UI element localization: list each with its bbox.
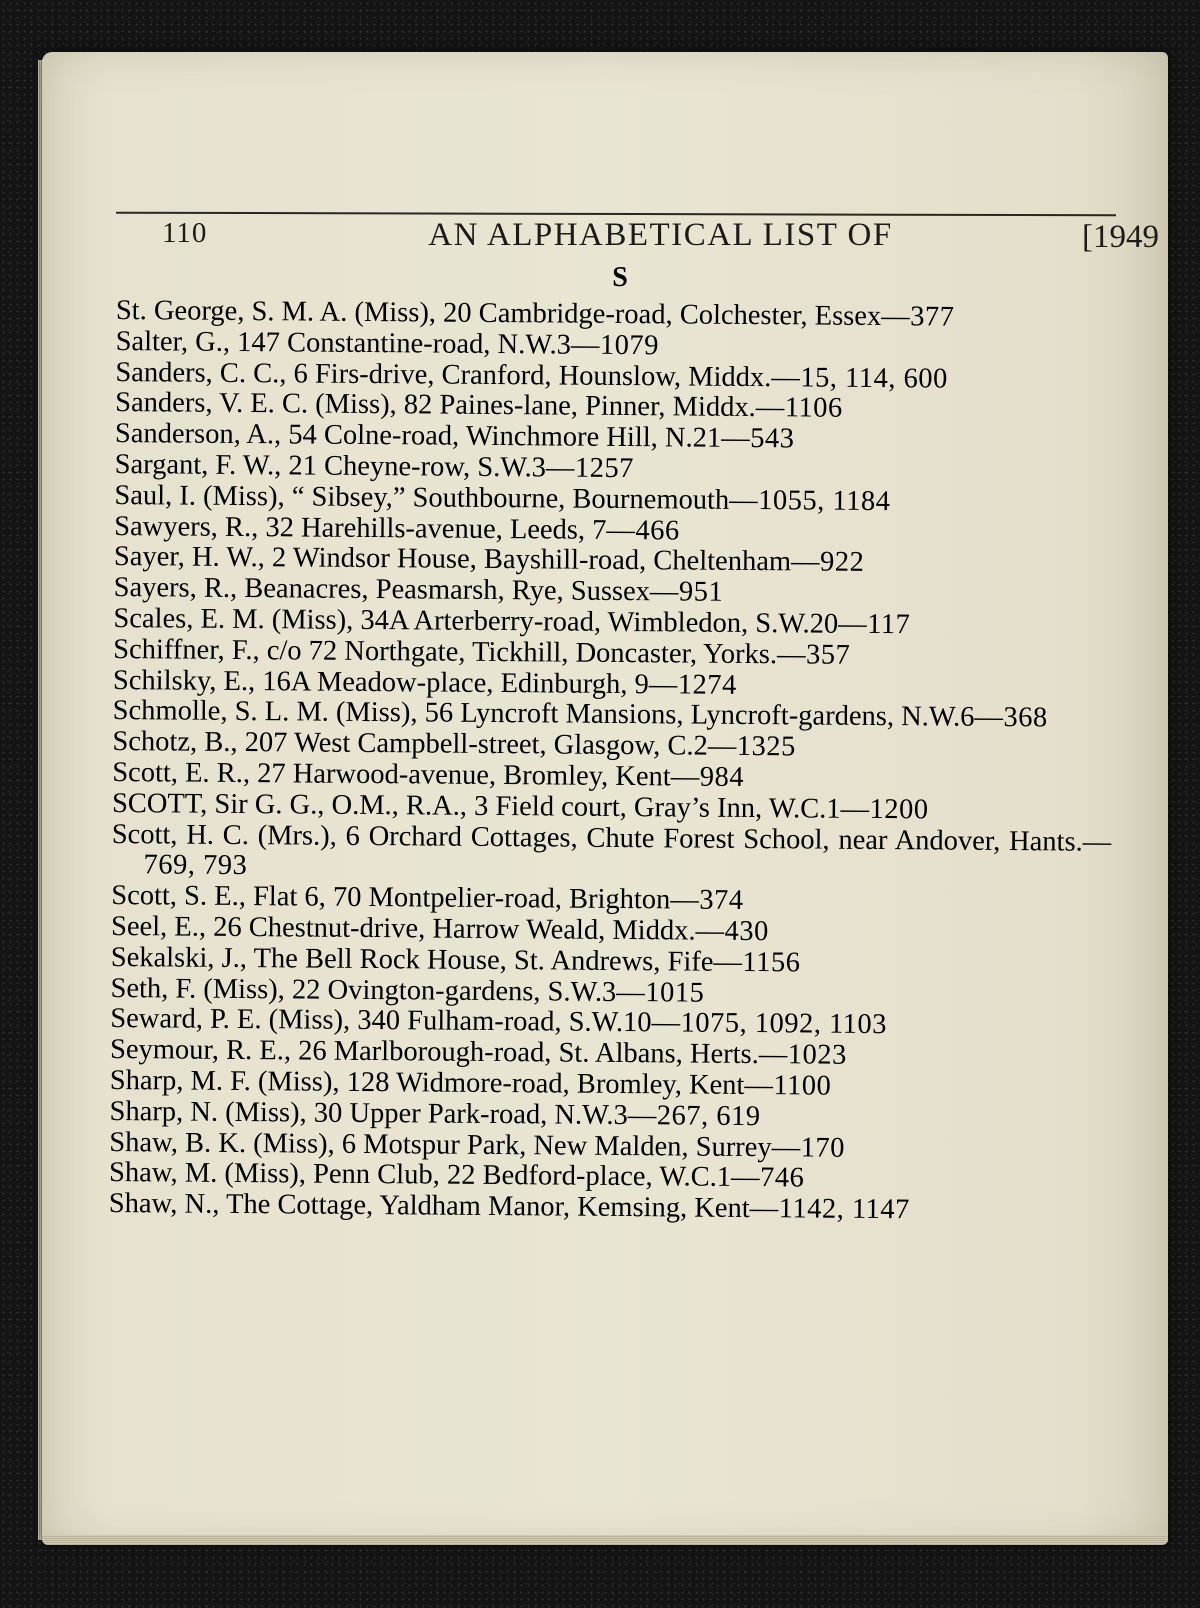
- page-number: 110: [162, 217, 208, 249]
- entry-text: Schilsky, E., 16A Meadow-place, Edinburgh, 9: [112, 664, 649, 700]
- entry-page-refs: —466: [606, 514, 680, 547]
- entry-text: Sayer, H. W., 2 Windsor House, Bayshill-road, Cheltenham: [113, 541, 792, 578]
- entry-page-refs: —769, 793: [143, 826, 1112, 882]
- entry-text: Saul, I. (Miss), “ Sibsey,” Southbourne, Bournemouth: [114, 479, 730, 516]
- entry-page-refs: —1100: [744, 1069, 832, 1102]
- entry-text: Seel, E., 26 Chestnut-drive, Harrow Weald, Middx.: [110, 910, 696, 947]
- entry-page-refs: —117: [838, 608, 911, 641]
- entry-page-refs: —1015: [616, 976, 705, 1009]
- entry-text: Seymour, R. E., 26 Marlborough-road, St. Albans, Herts.: [109, 1034, 759, 1071]
- entry-page-refs: —357: [776, 638, 851, 671]
- entry-page-refs: —1106: [755, 392, 843, 425]
- entry-text: Sanderson, A., 54 Colne-road, Winchmore Hill, N.21: [114, 418, 722, 454]
- entry-page-refs: —377: [881, 301, 955, 333]
- entry-text: Sharp, M. F. (Miss), 128 Widmore-road, Bromley, Kent: [109, 1064, 745, 1101]
- directory-entry: [111, 820, 1111, 889]
- entry-text: Sharp, N. (Miss), 30 Upper Park-road, N.W.3: [109, 1095, 628, 1131]
- entry-page-refs: —1142, 1147: [749, 1193, 910, 1226]
- entry-text: St. George, S. M. A. (Miss), 20 Cambridge-road, Colchester, Essex: [115, 295, 882, 333]
- entry-text: Scott, S. E., Flat 6, 70 Montpelier-road, Brighton: [111, 880, 671, 916]
- entry-page-refs: —1075, 1092, 1103: [651, 1007, 888, 1041]
- entry-page-refs: —15, 114, 600: [771, 361, 948, 395]
- entry-page-refs: —1156: [713, 946, 801, 979]
- entry-text: Sanders, V. E. C. (Miss), 82 Paines-lane, Pinner, Middx.: [115, 387, 756, 424]
- entry-page-refs: —1257: [545, 452, 635, 485]
- entry-list: [109, 296, 1116, 1228]
- entry-text: Scott, E. R., 27 Harwood-avenue, Bromley, Kent: [112, 756, 671, 793]
- entry-page-refs: —1055, 1184: [729, 484, 891, 517]
- entry-text: Shaw, M. (Miss), Penn Club, 22 Bedford-place, W.C.1: [108, 1157, 732, 1194]
- entry-page-refs: —430: [695, 915, 769, 948]
- entry-page-refs: —1274: [648, 668, 737, 701]
- entry-text: Sanders, C. C., 6 Firs-drive, Cranford, Hounslow, Middx.: [115, 356, 772, 393]
- entry-text: SCOTT, Sir G. G., O.M., R.A., 3 Field court, Gray’s Inn, W.C.1: [111, 787, 841, 825]
- entry-page-refs: —1023: [758, 1039, 847, 1071]
- entry-page-refs: —1325: [707, 730, 796, 763]
- entry-page-refs: —267, 619: [627, 1099, 761, 1132]
- entry-text: Scott, H. C. (Mrs.), 6 Orchard Cottages, Chute Forest School, near Andover, Hants.: [111, 818, 1083, 858]
- entry-page-refs: —951: [649, 576, 724, 608]
- entry-page-refs: —1200: [840, 793, 929, 826]
- entry-text: Sargant, F. W., 21 Cheyne-row, S.W.3: [114, 448, 547, 484]
- entry-text: Schiffner, F., c/o 72 Northgate, Tickhill, Doncaster, Yorks.: [113, 633, 778, 670]
- page-stack-bottom-edge: [42, 1535, 1168, 1545]
- entry-text: Seth, F. (Miss), 22 Ovington-gardens, S.W.3: [110, 972, 617, 1008]
- entry-text: Scales, E. M. (Miss), 34A Arterberry-road, Wimbledon, S.W.20: [113, 602, 839, 640]
- entry-text: Sawyers, R., 32 Harehills-avenue, Leeds, 7: [114, 510, 607, 546]
- entry-text: Sayers, R., Beanacres, Peasmarsh, Rye, Sussex: [113, 572, 651, 608]
- section-letter: S: [612, 262, 628, 293]
- entry-text: Schmolle, S. L. M. (Miss), 56 Lyncroft Mansions, Lyncroft-gardens, N.W.6: [112, 695, 975, 734]
- entry-page-refs: —374: [670, 884, 744, 917]
- running-title: AN ALPHABETICAL LIST OF: [428, 217, 893, 253]
- entry-text: Shaw, B. K. (Miss), 6 Motspur Park, New Malden, Surrey: [109, 1126, 772, 1163]
- entry-text: Salter, G., 147 Constantine-road, N.W.3: [115, 325, 572, 361]
- entry-page-refs: —368: [974, 702, 1048, 734]
- entry-page-refs: —922: [790, 546, 865, 579]
- entry-page-refs: —984: [670, 761, 745, 793]
- entry-text: Seward, P. E. (Miss), 340 Fulham-road, S.W.10: [110, 1003, 652, 1039]
- entry-text: Sekalski, J., The Bell Rock House, St. Andrews, Fife: [110, 941, 714, 978]
- entry-page-refs: —543: [721, 422, 795, 455]
- entry-text: Schotz, B., 207 West Campbell-street, Glasgow, C.2: [112, 726, 708, 762]
- year-marker: [1949: [1082, 219, 1159, 255]
- running-header: [162, 217, 1159, 261]
- entry-page-refs: —1079: [570, 329, 660, 362]
- entry-page-refs: —170: [771, 1131, 846, 1164]
- entry-page-refs: —746: [730, 1162, 805, 1194]
- entry-text: Shaw, N., The Cottage, Yaldham Manor, Kemsing, Kent: [108, 1188, 750, 1225]
